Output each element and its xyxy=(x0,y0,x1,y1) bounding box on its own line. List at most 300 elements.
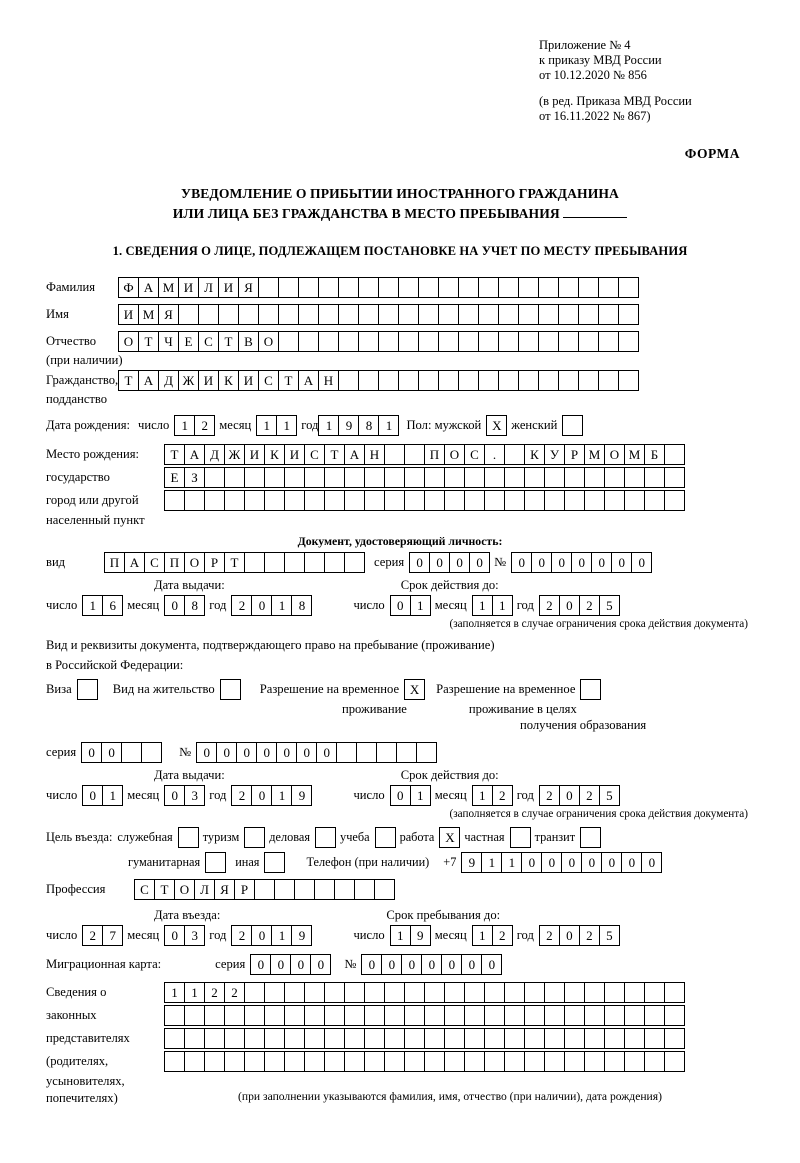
char-cell[interactable] xyxy=(324,1051,345,1072)
char-cell[interactable] xyxy=(384,444,405,465)
char-cell[interactable] xyxy=(444,467,465,488)
char-cell[interactable]: О xyxy=(258,331,279,352)
char-cell[interactable] xyxy=(354,879,375,900)
char-cell[interactable] xyxy=(484,1051,505,1072)
char-cell[interactable] xyxy=(404,1028,425,1049)
identity-valid-day-input[interactable] xyxy=(390,595,430,616)
char-cell[interactable] xyxy=(238,304,259,325)
char-cell[interactable] xyxy=(544,467,565,488)
char-cell[interactable]: 0 xyxy=(521,852,542,873)
char-cell[interactable] xyxy=(220,679,241,700)
visa-checkbox[interactable] xyxy=(77,679,97,700)
char-cell[interactable]: 1 xyxy=(318,415,339,436)
char-cell[interactable]: 1 xyxy=(501,852,522,873)
identity-kind-input[interactable] xyxy=(104,552,364,573)
char-cell[interactable]: 0 xyxy=(250,954,271,975)
char-cell[interactable]: 1 xyxy=(184,982,205,1003)
char-cell[interactable] xyxy=(458,331,479,352)
char-cell[interactable] xyxy=(504,467,525,488)
char-cell[interactable] xyxy=(562,415,583,436)
char-cell[interactable]: И xyxy=(198,370,219,391)
char-cell[interactable] xyxy=(364,1028,385,1049)
identity-valid-month-input[interactable] xyxy=(472,595,512,616)
char-cell[interactable] xyxy=(384,467,405,488)
char-cell[interactable]: 1 xyxy=(481,852,502,873)
char-cell[interactable] xyxy=(618,370,639,391)
char-cell[interactable]: 1 xyxy=(271,785,292,806)
char-cell[interactable] xyxy=(358,331,379,352)
char-cell[interactable] xyxy=(444,982,465,1003)
char-cell[interactable]: 0 xyxy=(551,552,572,573)
char-cell[interactable]: С xyxy=(134,879,155,900)
char-cell[interactable]: 1 xyxy=(378,415,399,436)
char-cell[interactable] xyxy=(205,852,226,873)
char-cell[interactable] xyxy=(244,1005,265,1026)
char-cell[interactable]: С xyxy=(198,331,219,352)
char-cell[interactable] xyxy=(356,742,377,763)
profession-input[interactable] xyxy=(134,879,394,900)
char-cell[interactable] xyxy=(418,331,439,352)
char-cell[interactable] xyxy=(384,1005,405,1026)
char-cell[interactable] xyxy=(604,490,625,511)
char-cell[interactable] xyxy=(424,467,445,488)
char-cell[interactable]: С xyxy=(464,444,485,465)
entry-year-input[interactable] xyxy=(231,925,311,946)
char-cell[interactable]: 0 xyxy=(390,595,411,616)
entry-month-input[interactable] xyxy=(164,925,204,946)
char-cell[interactable] xyxy=(121,742,142,763)
char-cell[interactable] xyxy=(478,370,499,391)
char-cell[interactable] xyxy=(224,467,245,488)
char-cell[interactable] xyxy=(598,277,619,298)
char-cell[interactable]: 0 xyxy=(251,785,272,806)
char-cell[interactable] xyxy=(298,331,319,352)
birth-year-input[interactable] xyxy=(318,415,398,436)
char-cell[interactable] xyxy=(544,490,565,511)
char-cell[interactable] xyxy=(644,1005,665,1026)
char-cell[interactable]: И xyxy=(178,277,199,298)
char-cell[interactable] xyxy=(510,827,531,848)
char-cell[interactable] xyxy=(578,304,599,325)
char-cell[interactable] xyxy=(324,1005,345,1026)
char-cell[interactable] xyxy=(484,1028,505,1049)
char-cell[interactable]: Т xyxy=(278,370,299,391)
char-cell[interactable]: М xyxy=(138,304,159,325)
char-cell[interactable] xyxy=(284,1051,305,1072)
char-cell[interactable]: А xyxy=(138,370,159,391)
char-cell[interactable] xyxy=(558,370,579,391)
representatives-input-1[interactable] xyxy=(164,982,684,1003)
char-cell[interactable] xyxy=(218,304,239,325)
char-cell[interactable] xyxy=(284,490,305,511)
char-cell[interactable] xyxy=(264,982,285,1003)
char-cell[interactable]: 2 xyxy=(539,785,560,806)
char-cell[interactable] xyxy=(580,827,601,848)
identity-issue-day-input[interactable] xyxy=(82,595,122,616)
char-cell[interactable] xyxy=(564,1005,585,1026)
purpose-item-2-checkbox[interactable] xyxy=(315,827,335,848)
char-cell[interactable]: О xyxy=(444,444,465,465)
char-cell[interactable]: 8 xyxy=(291,595,312,616)
char-cell[interactable]: 1 xyxy=(102,785,123,806)
char-cell[interactable]: 1 xyxy=(472,785,493,806)
sex-female-checkbox[interactable] xyxy=(562,415,582,436)
char-cell[interactable]: 2 xyxy=(579,925,600,946)
char-cell[interactable] xyxy=(304,467,325,488)
char-cell[interactable] xyxy=(538,277,559,298)
char-cell[interactable] xyxy=(204,490,225,511)
char-cell[interactable] xyxy=(484,1005,505,1026)
char-cell[interactable] xyxy=(224,1005,245,1026)
char-cell[interactable] xyxy=(278,331,299,352)
char-cell[interactable]: 0 xyxy=(449,552,470,573)
char-cell[interactable]: О xyxy=(118,331,139,352)
char-cell[interactable] xyxy=(398,277,419,298)
char-cell[interactable]: 1 xyxy=(472,595,493,616)
char-cell[interactable]: М xyxy=(158,277,179,298)
char-cell[interactable] xyxy=(644,490,665,511)
char-cell[interactable]: 8 xyxy=(358,415,379,436)
char-cell[interactable] xyxy=(314,879,335,900)
char-cell[interactable] xyxy=(544,1051,565,1072)
stay-year-input[interactable] xyxy=(539,925,619,946)
char-cell[interactable] xyxy=(458,277,479,298)
char-cell[interactable] xyxy=(164,490,185,511)
char-cell[interactable]: 0 xyxy=(81,742,102,763)
char-cell[interactable]: П xyxy=(424,444,445,465)
char-cell[interactable]: И xyxy=(284,444,305,465)
char-cell[interactable] xyxy=(664,1005,685,1026)
char-cell[interactable] xyxy=(424,982,445,1003)
char-cell[interactable] xyxy=(618,331,639,352)
char-cell[interactable] xyxy=(324,490,345,511)
char-cell[interactable]: И xyxy=(238,370,259,391)
char-cell[interactable] xyxy=(444,1028,465,1049)
char-cell[interactable] xyxy=(324,467,345,488)
char-cell[interactable] xyxy=(294,879,315,900)
char-cell[interactable] xyxy=(364,467,385,488)
identity-issue-month-input[interactable] xyxy=(164,595,204,616)
birth-month-input[interactable] xyxy=(256,415,296,436)
char-cell[interactable] xyxy=(178,304,199,325)
char-cell[interactable]: Д xyxy=(158,370,179,391)
char-cell[interactable] xyxy=(564,1051,585,1072)
identity-valid-year-input[interactable] xyxy=(539,595,619,616)
char-cell[interactable]: 2 xyxy=(231,595,252,616)
char-cell[interactable] xyxy=(444,1005,465,1026)
migration-number-input[interactable] xyxy=(361,954,501,975)
char-cell[interactable] xyxy=(464,490,485,511)
stay-doc-series-input[interactable] xyxy=(81,742,161,763)
char-cell[interactable] xyxy=(478,277,499,298)
char-cell[interactable] xyxy=(438,331,459,352)
char-cell[interactable] xyxy=(284,1005,305,1026)
char-cell[interactable]: . xyxy=(484,444,505,465)
char-cell[interactable]: 9 xyxy=(291,785,312,806)
char-cell[interactable]: 9 xyxy=(461,852,482,873)
char-cell[interactable]: Т xyxy=(118,370,139,391)
char-cell[interactable] xyxy=(544,1028,565,1049)
char-cell[interactable] xyxy=(604,1028,625,1049)
char-cell[interactable] xyxy=(304,1028,325,1049)
char-cell[interactable] xyxy=(418,304,439,325)
char-cell[interactable]: 0 xyxy=(481,954,502,975)
char-cell[interactable] xyxy=(298,304,319,325)
char-cell[interactable] xyxy=(344,1028,365,1049)
char-cell[interactable]: 0 xyxy=(270,954,291,975)
char-cell[interactable] xyxy=(624,467,645,488)
char-cell[interactable] xyxy=(398,370,419,391)
char-cell[interactable]: 0 xyxy=(276,742,297,763)
purpose-item-6-checkbox[interactable] xyxy=(580,827,600,848)
char-cell[interactable] xyxy=(324,1028,345,1049)
representatives-input-3[interactable] xyxy=(164,1028,684,1049)
char-cell[interactable]: 0 xyxy=(559,595,580,616)
purpose-item-4-checkbox[interactable] xyxy=(439,827,459,848)
char-cell[interactable] xyxy=(164,1051,185,1072)
char-cell[interactable]: 0 xyxy=(461,954,482,975)
char-cell[interactable] xyxy=(444,1051,465,1072)
char-cell[interactable] xyxy=(264,552,285,573)
char-cell[interactable] xyxy=(338,277,359,298)
char-cell[interactable] xyxy=(374,879,395,900)
char-cell[interactable] xyxy=(518,331,539,352)
char-cell[interactable] xyxy=(304,982,325,1003)
surname-input[interactable] xyxy=(118,277,638,298)
char-cell[interactable] xyxy=(624,1028,645,1049)
char-cell[interactable] xyxy=(578,331,599,352)
purpose-item2-1-checkbox[interactable] xyxy=(264,852,284,873)
char-cell[interactable]: 0 xyxy=(559,785,580,806)
char-cell[interactable]: Р xyxy=(234,879,255,900)
char-cell[interactable]: 0 xyxy=(611,552,632,573)
char-cell[interactable]: 0 xyxy=(601,852,622,873)
phone-input[interactable] xyxy=(461,852,661,873)
representatives-input-2[interactable] xyxy=(164,1005,684,1026)
char-cell[interactable]: Р xyxy=(204,552,225,573)
char-cell[interactable] xyxy=(204,467,225,488)
char-cell[interactable]: 9 xyxy=(291,925,312,946)
char-cell[interactable]: 0 xyxy=(164,595,185,616)
char-cell[interactable] xyxy=(404,490,425,511)
char-cell[interactable] xyxy=(318,277,339,298)
char-cell[interactable] xyxy=(364,490,385,511)
char-cell[interactable]: 3 xyxy=(184,785,205,806)
char-cell[interactable] xyxy=(504,1028,525,1049)
char-cell[interactable]: А xyxy=(184,444,205,465)
char-cell[interactable] xyxy=(384,1028,405,1049)
char-cell[interactable]: 1 xyxy=(276,415,297,436)
char-cell[interactable] xyxy=(524,467,545,488)
char-cell[interactable]: Т xyxy=(224,552,245,573)
birth-day-input[interactable] xyxy=(174,415,214,436)
char-cell[interactable] xyxy=(558,331,579,352)
char-cell[interactable]: 0 xyxy=(621,852,642,873)
char-cell[interactable] xyxy=(624,982,645,1003)
char-cell[interactable]: О xyxy=(184,552,205,573)
char-cell[interactable]: 1 xyxy=(174,415,195,436)
char-cell[interactable]: 0 xyxy=(641,852,662,873)
char-cell[interactable] xyxy=(578,277,599,298)
char-cell[interactable] xyxy=(344,982,365,1003)
char-cell[interactable] xyxy=(418,370,439,391)
char-cell[interactable] xyxy=(604,1005,625,1026)
char-cell[interactable]: 2 xyxy=(194,415,215,436)
char-cell[interactable] xyxy=(344,490,365,511)
char-cell[interactable] xyxy=(604,467,625,488)
char-cell[interactable]: 0 xyxy=(511,552,532,573)
char-cell[interactable]: 5 xyxy=(599,595,620,616)
char-cell[interactable] xyxy=(164,1028,185,1049)
char-cell[interactable] xyxy=(498,277,519,298)
char-cell[interactable]: Я xyxy=(238,277,259,298)
char-cell[interactable]: 1 xyxy=(472,925,493,946)
char-cell[interactable] xyxy=(538,304,559,325)
char-cell[interactable] xyxy=(478,331,499,352)
char-cell[interactable] xyxy=(334,879,355,900)
char-cell[interactable]: 9 xyxy=(338,415,359,436)
char-cell[interactable]: А xyxy=(138,277,159,298)
char-cell[interactable] xyxy=(538,370,559,391)
char-cell[interactable] xyxy=(344,552,365,573)
stay-doc-valid-day-input[interactable] xyxy=(390,785,430,806)
char-cell[interactable] xyxy=(358,370,379,391)
char-cell[interactable]: 0 xyxy=(296,742,317,763)
char-cell[interactable]: 0 xyxy=(251,925,272,946)
birthplace-input-1[interactable] xyxy=(164,444,684,465)
char-cell[interactable] xyxy=(244,467,265,488)
char-cell[interactable] xyxy=(184,1051,205,1072)
char-cell[interactable]: 5 xyxy=(599,785,620,806)
char-cell[interactable]: Н xyxy=(318,370,339,391)
char-cell[interactable] xyxy=(404,467,425,488)
char-cell[interactable] xyxy=(504,1051,525,1072)
char-cell[interactable]: А xyxy=(298,370,319,391)
char-cell[interactable]: Х xyxy=(439,827,460,848)
char-cell[interactable] xyxy=(424,1028,445,1049)
char-cell[interactable] xyxy=(416,742,437,763)
char-cell[interactable] xyxy=(315,827,336,848)
char-cell[interactable] xyxy=(598,304,619,325)
name-input[interactable] xyxy=(118,304,638,325)
char-cell[interactable] xyxy=(584,1028,605,1049)
char-cell[interactable]: 8 xyxy=(184,595,205,616)
char-cell[interactable] xyxy=(518,277,539,298)
char-cell[interactable] xyxy=(264,467,285,488)
char-cell[interactable]: 1 xyxy=(390,925,411,946)
char-cell[interactable] xyxy=(398,331,419,352)
char-cell[interactable] xyxy=(664,1028,685,1049)
char-cell[interactable]: 6 xyxy=(102,595,123,616)
char-cell[interactable] xyxy=(204,1051,225,1072)
char-cell[interactable] xyxy=(404,444,425,465)
char-cell[interactable]: Р xyxy=(564,444,585,465)
char-cell[interactable]: К xyxy=(264,444,285,465)
char-cell[interactable]: 2 xyxy=(82,925,103,946)
char-cell[interactable] xyxy=(404,1005,425,1026)
char-cell[interactable] xyxy=(184,1005,205,1026)
char-cell[interactable] xyxy=(524,1051,545,1072)
char-cell[interactable] xyxy=(264,1028,285,1049)
purpose-item-1-checkbox[interactable] xyxy=(244,827,264,848)
char-cell[interactable]: 3 xyxy=(184,925,205,946)
char-cell[interactable]: Е xyxy=(164,467,185,488)
char-cell[interactable] xyxy=(304,490,325,511)
char-cell[interactable] xyxy=(464,982,485,1003)
char-cell[interactable] xyxy=(284,552,305,573)
char-cell[interactable]: 2 xyxy=(492,785,513,806)
char-cell[interactable]: С xyxy=(304,444,325,465)
char-cell[interactable] xyxy=(378,277,399,298)
char-cell[interactable] xyxy=(624,1051,645,1072)
char-cell[interactable]: 2 xyxy=(579,595,600,616)
char-cell[interactable]: О xyxy=(174,879,195,900)
char-cell[interactable] xyxy=(224,490,245,511)
char-cell[interactable] xyxy=(254,879,275,900)
char-cell[interactable] xyxy=(244,1051,265,1072)
stay-doc-issue-year-input[interactable] xyxy=(231,785,311,806)
char-cell[interactable] xyxy=(644,982,665,1003)
char-cell[interactable]: Т xyxy=(164,444,185,465)
char-cell[interactable]: М xyxy=(584,444,605,465)
stay-doc-valid-month-input[interactable] xyxy=(472,785,512,806)
char-cell[interactable] xyxy=(318,304,339,325)
stay-doc-valid-year-input[interactable] xyxy=(539,785,619,806)
char-cell[interactable] xyxy=(584,982,605,1003)
char-cell[interactable] xyxy=(644,467,665,488)
char-cell[interactable]: В xyxy=(238,331,259,352)
char-cell[interactable] xyxy=(404,982,425,1003)
char-cell[interactable]: 0 xyxy=(631,552,652,573)
char-cell[interactable]: 0 xyxy=(429,552,450,573)
char-cell[interactable] xyxy=(484,490,505,511)
char-cell[interactable] xyxy=(644,1028,665,1049)
residence-permit-checkbox[interactable] xyxy=(220,679,240,700)
char-cell[interactable] xyxy=(664,982,685,1003)
char-cell[interactable] xyxy=(338,370,359,391)
char-cell[interactable]: 0 xyxy=(251,595,272,616)
char-cell[interactable]: 0 xyxy=(421,954,442,975)
char-cell[interactable]: 1 xyxy=(410,595,431,616)
char-cell[interactable]: Е xyxy=(178,331,199,352)
char-cell[interactable] xyxy=(224,1051,245,1072)
char-cell[interactable]: Ч xyxy=(158,331,179,352)
char-cell[interactable]: 0 xyxy=(409,552,430,573)
char-cell[interactable] xyxy=(584,1005,605,1026)
char-cell[interactable]: И xyxy=(244,444,265,465)
char-cell[interactable] xyxy=(264,490,285,511)
char-cell[interactable]: 1 xyxy=(492,595,513,616)
char-cell[interactable] xyxy=(484,982,505,1003)
char-cell[interactable]: Я xyxy=(214,879,235,900)
char-cell[interactable]: 2 xyxy=(539,925,560,946)
sex-male-checkbox[interactable] xyxy=(486,415,506,436)
char-cell[interactable] xyxy=(484,467,505,488)
char-cell[interactable] xyxy=(378,304,399,325)
char-cell[interactable] xyxy=(304,1005,325,1026)
char-cell[interactable] xyxy=(644,1051,665,1072)
char-cell[interactable] xyxy=(664,467,685,488)
char-cell[interactable] xyxy=(564,1028,585,1049)
char-cell[interactable] xyxy=(584,467,605,488)
char-cell[interactable] xyxy=(618,304,639,325)
char-cell[interactable] xyxy=(184,490,205,511)
char-cell[interactable] xyxy=(304,552,325,573)
stay-doc-number-input[interactable] xyxy=(196,742,436,763)
char-cell[interactable] xyxy=(504,982,525,1003)
char-cell[interactable]: 0 xyxy=(541,852,562,873)
char-cell[interactable] xyxy=(498,370,519,391)
